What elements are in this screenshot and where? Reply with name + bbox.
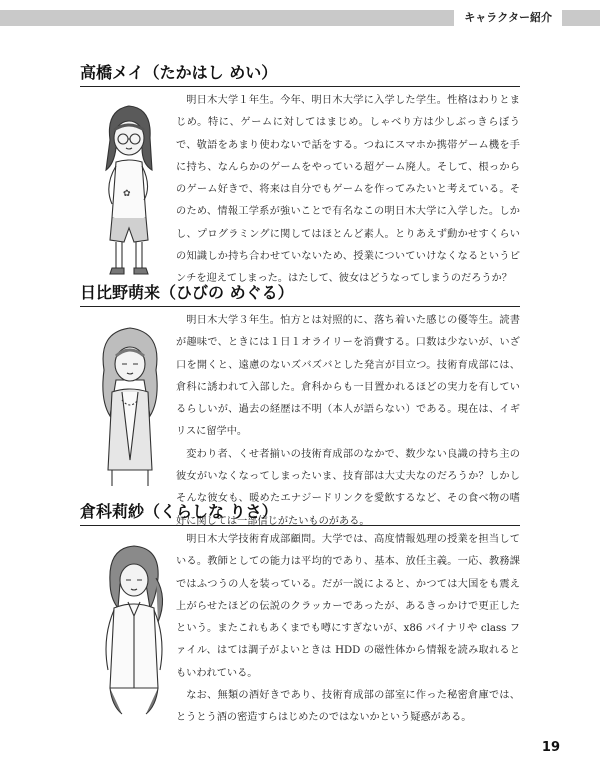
section-label: キャラクター紹介: [454, 9, 562, 27]
bio-paragraph: 明日木大学３年生。怕方とは対照的に、落ち着いた感じの優等生。読書が趣味で、ときには１日１オライリーを消費する。口数は少ないが、いざ口を開くと、遠慮のないズバズバとした発言が目立つ。技術育成部には、倉科に誘われて入部した。倉科からも一目置かれるほどの実力を有しているらしいが、過去の経歴は不明（本人が語らない）である。現在は、イギリスに留学中。: [176, 315, 520, 438]
character-bio-hibino: [176, 310, 520, 533]
takahashi-portrait-illustration: [92, 100, 166, 280]
kurashina-portrait-illustration: [92, 538, 176, 718]
character-bio-kurashina: [176, 529, 520, 730]
bio-paragraph: 変わり者、くせ者揃いの技術育成部のなかで、数少ない良識の持ち主の彼女がいなくなってしまったいま、技育部は大丈夫なのだろうか？しかしそんな彼女も、暖めたエナジードリンクを愛飲するなど、その食べ物の嗜好に関しては一部信じがたいものがある。: [176, 448, 520, 527]
character-name-kurashina: 倉科莉紗（くらしな りさ）: [80, 502, 520, 526]
bio-paragraph: 明日木大学技術育成部顧問。大学では、高度情報処理の授業を担当している。教師としての能力は平均的であり、基本、放任主義。一応、教務課ではふつうの人を装っている。だが一説によると、かつては大国をも震え上がらせたほどの伝説のクラッカーであったが、あるきっかけで更正したという。またこれもあくまでも噂にすぎないが、x86 バイナリや class ファイル、はては調子がよいときは HDD の磁性体から情報を読み取れるともいわれている。: [176, 534, 520, 679]
svg-text:✿: ✿: [123, 189, 131, 199]
character-name-hibino: 日比野萌来（ひびの めぐる）: [80, 283, 520, 307]
bio-paragraph: なお、無類の酒好きであり、技術育成部の部室に作った秘密倉庫では、とうとう酒の密造すらはじめたのではないかという疑惑がある。: [176, 690, 520, 724]
character-bio-takahashi: [176, 90, 520, 291]
page-number: 19: [541, 740, 560, 755]
bio-paragraph: 明日木大学１年生。今年、明日木大学に入学した学生。性格はわりとまじめ。特に、ゲームに対してはまじめ。しゃべり方は少しぶっきらぼうで、敬語をあまり使わないで話をする。つねにスマホか携帯ゲーム機を手に持ち、なんらかのゲームをやっている超ゲーム廃人。そして、根っからのゲーム好きで、将来は自分でもゲームを作ってみたいと考えている。そのため、情報工学系が強いことで有名なこの明日木大学に入学した。しかし、プログラミングに関してはほとんど素人。とりあえず動かせすくらいの知識しか持ち合わせていないため、授業についていけなくなるというピンチを迎えてしまった。はたして、彼女はどうなってしまうのだろうか？: [176, 95, 520, 285]
hibino-portrait-illustration: [90, 320, 170, 490]
character-name-takahashi: 高橋メイ（たかはし めい）: [80, 63, 520, 87]
